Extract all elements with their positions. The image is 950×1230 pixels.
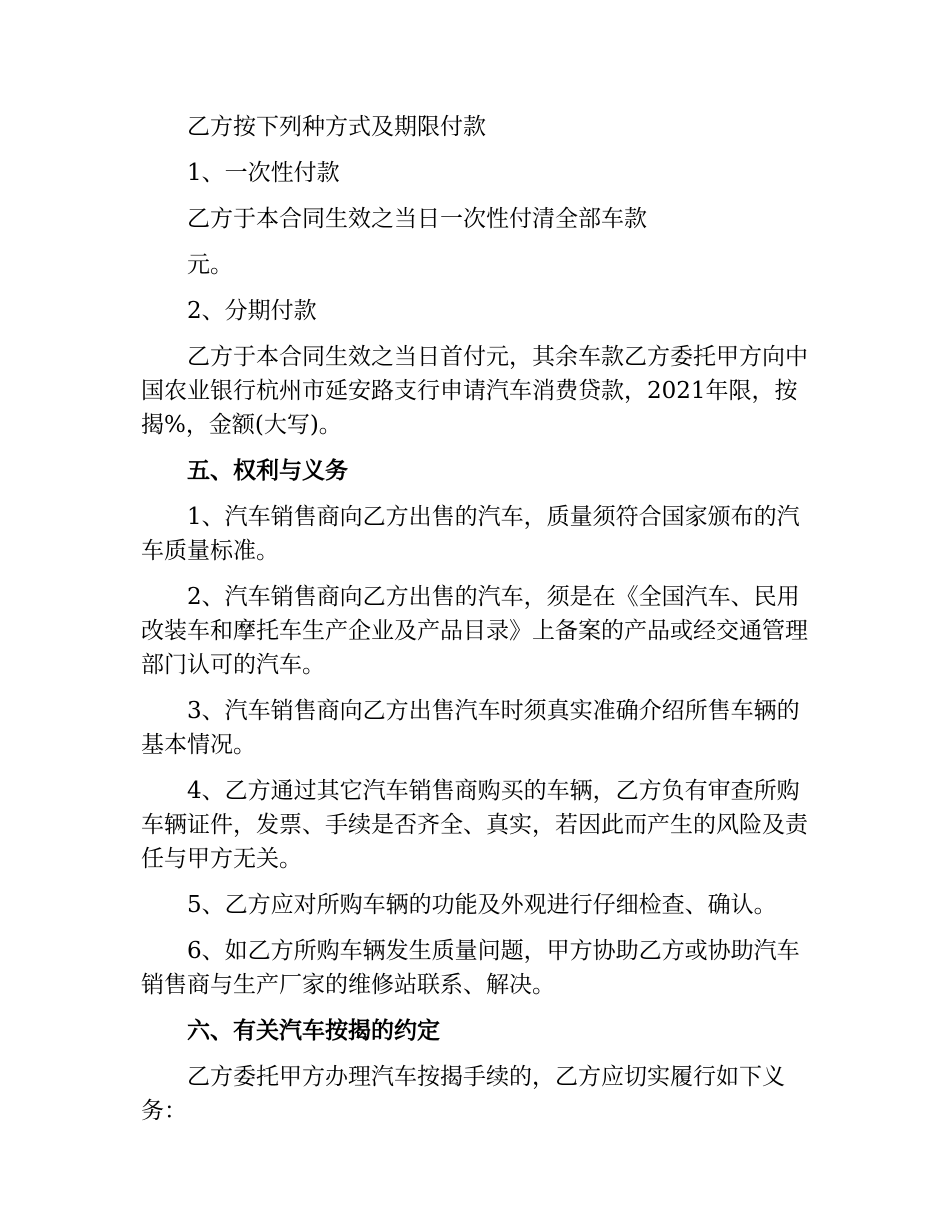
paragraph-section-5-item-4: 4、乙方通过其它汽车销售商购买的车辆，乙方负有审查所购车辆证件，发票、手续是否齐全、真实，若因此而产生的风险及责任与甲方无关。 <box>141 778 808 872</box>
paragraph-section-5-item-1: 1、汽车销售商向乙方出售的汽车，质量须符合国家颁布的汽车质量标准。 <box>141 504 800 564</box>
document-body <box>141 110 811 1140</box>
paragraph-section-5-item-2: 2、汽车销售商向乙方出售的汽车，须是在《全国汽车、民用改装车和摩托车生产企业及产品目录》上备案的产品或经交通管理部门认可的汽车。 <box>141 584 808 678</box>
paragraph-section-5-item-5: 5、乙方应对所购车辆的功能及外观进行仔细检查、确认。 <box>187 892 777 918</box>
paragraph-installment-body: 乙方于本合同生效之当日首付元，其余车款乙方委托甲方向中国农业银行杭州市延安路支行申请汽车消费贷款，2021年限，按揭%，金额(大写)。 <box>141 344 808 438</box>
section-heading-rights-obligations: 五、权利与义务 <box>187 457 348 484</box>
paragraph-payment-intro: 乙方按下列种方式及期限付款 <box>187 114 486 140</box>
paragraph-section-6-intro: 乙方委托甲方办理汽车按揭手续的，乙方应切实履行如下义务： <box>141 1064 785 1124</box>
paragraph-lump-sum-body: 乙方于本合同生效之当日一次性付清全部车款 <box>187 206 647 232</box>
paragraph-lump-sum-title: 1、一次性付款 <box>187 160 340 186</box>
paragraph-installment-title: 2、分期付款 <box>187 298 317 324</box>
paragraph-section-5-item-3: 3、汽车销售商向乙方出售汽车时须真实准确介绍所售车辆的基本情况。 <box>141 698 800 758</box>
paragraph-section-5-item-6: 6、如乙方所购车辆发生质量问题，甲方协助乙方或协助汽车销售商与生产厂家的维修站联系、解决。 <box>141 938 800 998</box>
section-heading-mortgage: 六、有关汽车按揭的约定 <box>187 1017 440 1044</box>
paragraph-lump-sum-unit: 元。 <box>187 252 233 278</box>
